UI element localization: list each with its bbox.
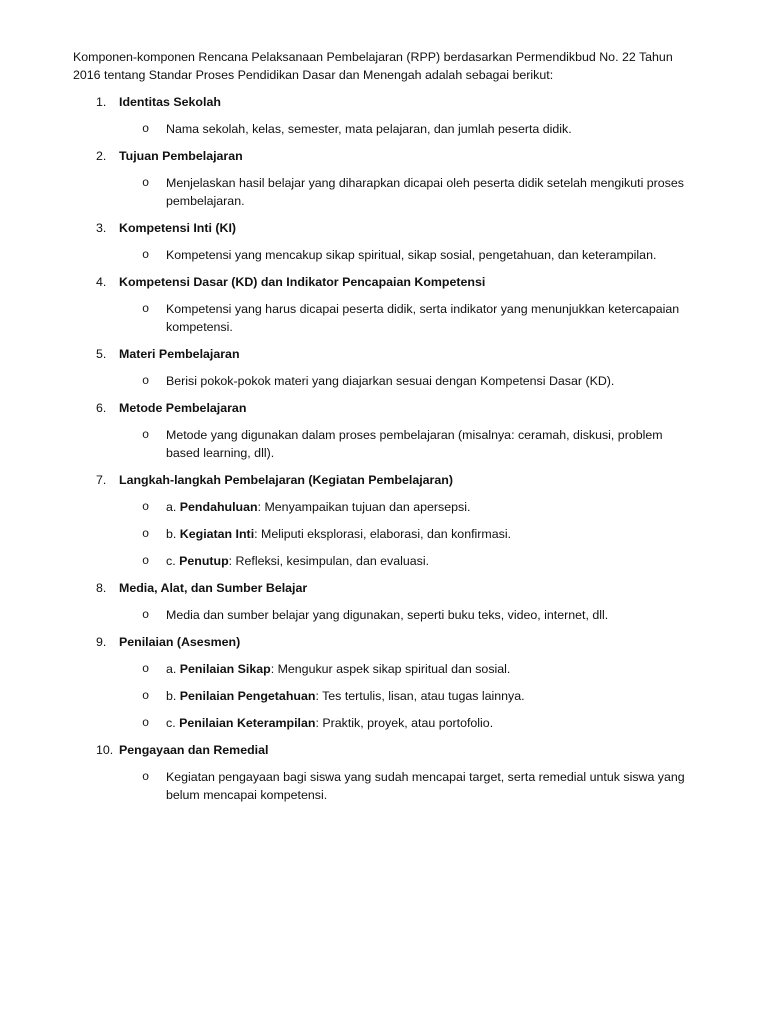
item-heading [0, 741, 768, 759]
sub-item [0, 174, 768, 210]
sub-item [0, 552, 768, 570]
circle-bullet-icon: o [142, 716, 150, 730]
sub-item-description: Kompetensi yang mencakup sikap spiritual, sikap sosial, pengetahuan, dan keterampilan. [166, 248, 657, 262]
sub-item-text [166, 426, 696, 462]
sub-item [0, 372, 768, 390]
circle-bullet-icon: o [142, 662, 150, 676]
sub-item-text [166, 120, 696, 138]
sub-item [0, 687, 768, 705]
item-number: 4. [96, 275, 107, 289]
sub-item-description: Berisi pokok-pokok materi yang diajarkan sesuai dengan Kompetensi Dasar (KD). [166, 374, 615, 388]
sub-list [0, 768, 768, 804]
circle-bullet-icon: o [142, 689, 150, 703]
sub-item-prefix: c. [166, 554, 180, 568]
sub-item-description: Kompetensi yang harus dicapai peserta didik, serta indikator yang menunjukkan ketercapaian kompetensi. [166, 302, 680, 334]
sub-item-text [166, 525, 696, 543]
circle-bullet-icon: o [142, 122, 150, 136]
sub-list [0, 426, 768, 462]
sub-item-description: Media dan sumber belajar yang digunakan, seperti buku teks, video, internet, dll. [166, 608, 609, 622]
sub-item-text [166, 372, 696, 390]
item-number: 10. [96, 743, 114, 757]
circle-bullet-icon: o [142, 527, 150, 541]
sub-item-term: Pendahuluan [179, 500, 258, 514]
sub-item-description: : Tes tertulis, lisan, atau tugas lainnya. [315, 689, 525, 703]
item-title: Penilaian (Asesmen) [119, 635, 241, 649]
list-item [0, 219, 768, 264]
sub-list [0, 246, 768, 264]
list-item [0, 633, 768, 732]
sub-item-text [166, 660, 696, 678]
intro-paragraph: Komponen-komponen Rencana Pelaksanaan Pembelajaran (RPP) berdasarkan Permendikbud No. 22 Tahun 2016 tentang Standar Proses Pendidikan Dasar dan Menengah adalah sebagai berikut: [73, 50, 673, 82]
item-title: Pengayaan dan Remedial [119, 743, 269, 757]
sub-item [0, 120, 768, 138]
sub-item-term: Kegiatan Inti [179, 527, 255, 541]
circle-bullet-icon: o [142, 176, 150, 190]
circle-bullet-icon: o [142, 770, 150, 784]
item-title: Kompetensi Dasar (KD) dan Indikator Pencapaian Kompetensi [119, 275, 486, 289]
sub-list [0, 606, 768, 624]
sub-list [0, 660, 768, 732]
sub-item-text [166, 246, 696, 264]
sub-item-term: Penilaian Sikap [179, 662, 271, 676]
sub-item [0, 300, 768, 336]
sub-item-description: Kegiatan pengayaan bagi siswa yang sudah mencapai target, serta remedial untuk siswa yang belum mencapai kompetensi. [166, 770, 685, 802]
list-item [0, 399, 768, 462]
item-heading [0, 93, 768, 111]
item-title: Kompetensi Inti (KI) [119, 221, 237, 235]
sub-list [0, 372, 768, 390]
item-number: 8. [96, 581, 107, 595]
sub-item [0, 660, 768, 678]
sub-item-text [166, 768, 696, 804]
sub-item-text [166, 498, 696, 516]
sub-item [0, 426, 768, 462]
item-number: 5. [96, 347, 107, 361]
sub-list [0, 300, 768, 336]
sub-item-text [166, 300, 696, 336]
rpp-component-list [0, 93, 768, 813]
item-title: Tujuan Pembelajaran [119, 149, 243, 163]
list-item [0, 147, 768, 210]
sub-item-description: : Meliputi eksplorasi, elaborasi, dan konfirmasi. [254, 527, 512, 541]
item-number: 9. [96, 635, 107, 649]
item-number: 1. [96, 95, 107, 109]
item-heading [0, 399, 768, 417]
item-title: Media, Alat, dan Sumber Belajar [119, 581, 308, 595]
sub-item-text [166, 714, 696, 732]
sub-item-description: : Mengukur aspek sikap spiritual dan sosial. [270, 662, 511, 676]
sub-item-text [166, 606, 696, 624]
sub-item-prefix: c. [166, 716, 180, 730]
sub-item [0, 714, 768, 732]
sub-item-description: Nama sekolah, kelas, semester, mata pelajaran, dan jumlah peserta didik. [166, 122, 572, 136]
sub-item [0, 768, 768, 804]
sub-item [0, 606, 768, 624]
item-number: 2. [96, 149, 107, 163]
circle-bullet-icon: o [142, 248, 150, 262]
item-heading [0, 345, 768, 363]
item-title: Identitas Sekolah [119, 95, 221, 109]
sub-item-prefix: a. [166, 662, 180, 676]
item-heading [0, 273, 768, 291]
sub-item-description: : Praktik, proyek, atau portofolio. [315, 716, 494, 730]
sub-item-description: Metode yang digunakan dalam proses pembelajaran (misalnya: ceramah, diskusi, problem based learning, dll). [166, 428, 663, 460]
sub-item-term: Penutup [179, 554, 229, 568]
sub-item-text [166, 552, 696, 570]
sub-item-prefix: b. [166, 527, 180, 541]
item-heading [0, 471, 768, 489]
sub-item-text [166, 687, 696, 705]
sub-item [0, 498, 768, 516]
list-item [0, 273, 768, 336]
sub-item-prefix: a. [166, 500, 180, 514]
sub-item [0, 525, 768, 543]
list-item [0, 471, 768, 570]
circle-bullet-icon: o [142, 374, 150, 388]
list-item [0, 579, 768, 624]
sub-item-description: Menjelaskan hasil belajar yang diharapkan dicapai oleh peserta didik setelah mengikuti proses pembelajaran. [166, 176, 684, 208]
item-heading [0, 147, 768, 165]
sub-list [0, 498, 768, 570]
list-item [0, 345, 768, 390]
circle-bullet-icon: o [142, 554, 150, 568]
circle-bullet-icon: o [142, 302, 150, 316]
item-heading [0, 633, 768, 651]
item-title: Metode Pembelajaran [119, 401, 247, 415]
circle-bullet-icon: o [142, 500, 150, 514]
circle-bullet-icon: o [142, 428, 150, 442]
list-item [0, 741, 768, 804]
item-number: 3. [96, 221, 107, 235]
sub-item-term: Penilaian Pengetahuan [179, 689, 316, 703]
item-heading [0, 579, 768, 597]
item-title: Langkah-langkah Pembelajaran (Kegiatan Pembelajaran) [119, 473, 453, 487]
sub-item-term: Penilaian Keterampilan [179, 716, 316, 730]
sub-item-description: : Refleksi, kesimpulan, dan evaluasi. [228, 554, 430, 568]
sub-list [0, 174, 768, 210]
item-number: 6. [96, 401, 107, 415]
sub-list [0, 120, 768, 138]
list-item [0, 93, 768, 138]
sub-item-text [166, 174, 696, 210]
item-heading [0, 219, 768, 237]
sub-item-description: : Menyampaikan tujuan dan apersepsi. [257, 500, 471, 514]
sub-item [0, 246, 768, 264]
item-title: Materi Pembelajaran [119, 347, 240, 361]
circle-bullet-icon: o [142, 608, 150, 622]
item-number: 7. [96, 473, 107, 487]
sub-item-prefix: b. [166, 689, 180, 703]
